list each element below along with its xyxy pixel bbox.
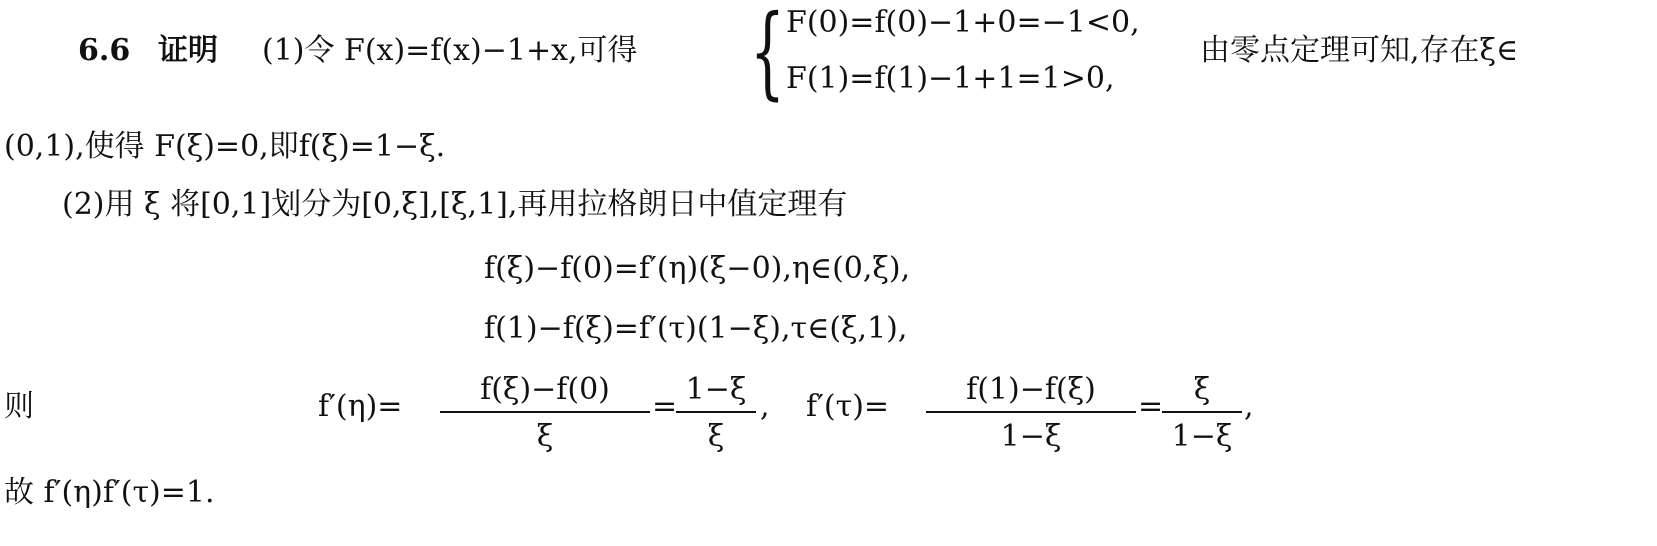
fraction-3-bar	[926, 411, 1136, 413]
xi-existence-line: (0,1),使得 F(ξ)=0,即f(ξ)=1−ξ.	[4, 129, 446, 164]
fraction-2-denominator: ξ	[707, 419, 725, 454]
end-comma: ,	[1244, 389, 1254, 424]
derivative-eta-lhs: f′(η)=	[318, 389, 403, 424]
equals-b: =	[1138, 389, 1164, 424]
case-line-1: F(0)=f(0)−1+0=−1<0,	[786, 5, 1140, 40]
equation-1: f(ξ)−f(0)=f′(η)(ξ−0),η∈(0,ξ),	[484, 251, 911, 286]
fraction-4-numerator: ξ	[1193, 372, 1211, 407]
fraction-2-numerator: 1−ξ	[685, 372, 747, 407]
left-brace: {	[750, 0, 785, 110]
fraction-2	[676, 372, 756, 454]
then-label: 则	[4, 389, 34, 424]
fraction-1-numerator: f(ξ)−f(0)	[480, 372, 610, 407]
fraction-1-denominator: ξ	[536, 419, 554, 454]
fraction-4-denominator: 1−ξ	[1171, 419, 1233, 454]
fraction-1	[440, 372, 650, 454]
fraction-3-numerator: f(1)−f(ξ)	[966, 372, 1096, 407]
fraction-4	[1162, 372, 1242, 454]
fraction-4-bar	[1162, 411, 1242, 413]
zero-theorem-text: 由零点定理可知,存在ξ∈	[1200, 33, 1519, 68]
derivative-tau-lhs: f′(τ)=	[806, 389, 890, 424]
intro-text: (1)令 F(x)=f(x)−1+x,可得	[262, 33, 638, 68]
separator-comma: ,	[760, 389, 770, 424]
fraction-3-denominator: 1−ξ	[1000, 419, 1062, 454]
equals-a: =	[652, 389, 678, 424]
problem-number: 6.6	[78, 33, 131, 68]
fraction-1-bar	[440, 411, 650, 413]
conclusion-line: 故 f′(η)f′(τ)=1.	[4, 475, 215, 510]
fraction-3	[926, 372, 1136, 454]
equation-2: f(1)−f(ξ)=f′(τ)(1−ξ),τ∈(ξ,1),	[484, 311, 908, 346]
proof-label: 证明	[158, 33, 218, 68]
part2-text: (2)用 ξ 将[0,1]划分为[0,ξ],[ξ,1],再用拉格朗日中值定理有	[62, 187, 848, 222]
case-line-2: F(1)=f(1)−1+1=1>0,	[786, 61, 1115, 96]
fraction-2-bar	[676, 411, 756, 413]
